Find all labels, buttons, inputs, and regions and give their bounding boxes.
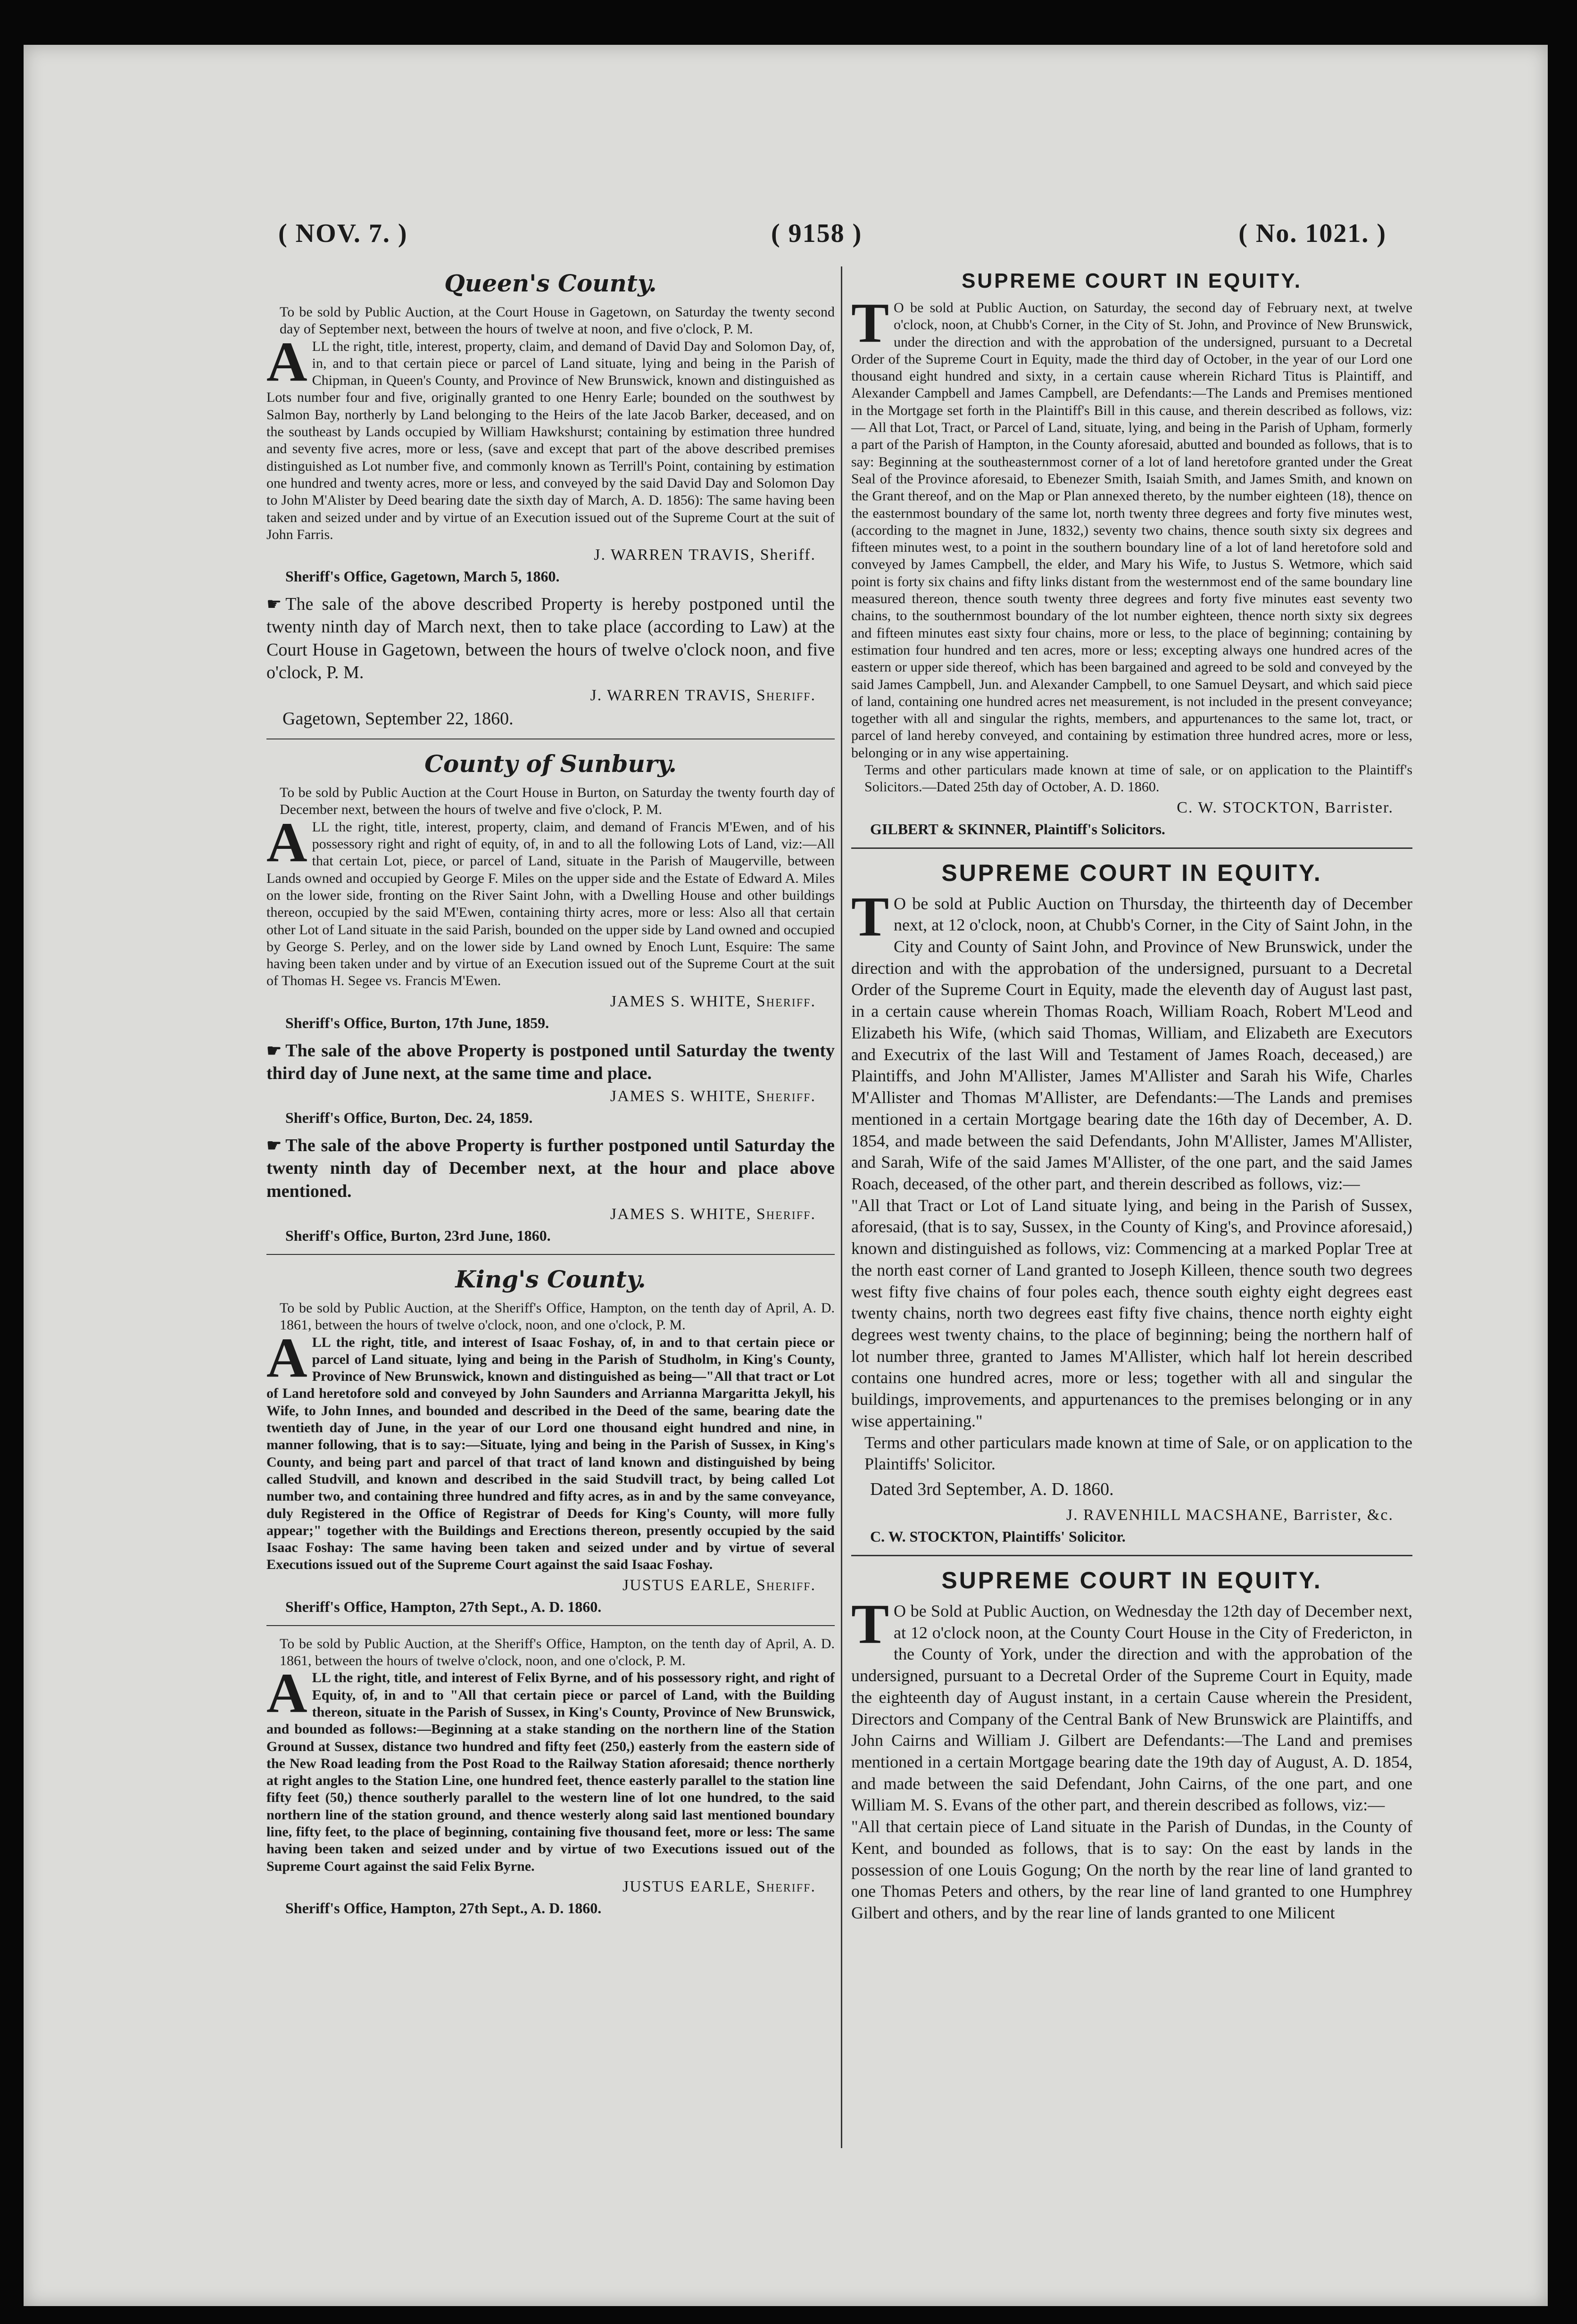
sheriff-signature: JUSTUS EARLE, Sheriff. [622,1877,816,1895]
sheriff-signature: J. WARREN TRAVIS, Sheriff. [590,687,816,705]
section-divider [266,1625,835,1626]
notice-body: O be sold at Public Auction on Thursday, the thirteenth day of December next, at 12 o'clock, noon, at Chubb's Corner, in the City of Saint John, in the City and County of Saint John, and Province of New Brunswick, under the direction and with the approbation of the undersigned, pursuant to a Decretal Order of the Supreme Court in Equity, made the eleventh day of August last past, in a certain cause wherein Thomas Roach, William Roach, Robert M'Leod and Elizabeth his Wife, (which said Thomas, William, and Elizabeth are Executors and Executrix of the last Will and Testament of James Roach, deceased,) are Plaintiffs, and John M'Allister, James M'Allister and Sarah his Wife, Charles M'Allister and Thomas M'Allister, are Defendants:—The Lands and premises mentioned in a certain Mortgage bearing date the 16th day of December, A. D. 1854, and made between the said Defendants, John M'Allister, James M'Allister, and Sarah, Wife of the said James M'Allister, of the one part, and the said James Roach, deceased, of the other part, and therein described as follows, viz:— [851,894,1412,1193]
notice-quote: "All that Tract or Lot of Land situate lying, and being in the Parish of Sussex, aforesaid, (that is to say, Sussex, in the County of King's, and Province aforesaid,) known and distinguished as follows, viz: Commencing at a marked Poplar Tree at the north east corner of Land granted to Joseph Killeen, thence south two degrees west fifty five chains of four poles each, thence south eighty eight degrees east twenty chains, north two degrees east fifty five chains, thence north eighty eight degrees west twenty chains, to the place of beginning; being the northern half of lot number three, granted to James M'Allister, which half lot herein described contains one hundred acres, more or less; together with all and singular the buildings, improvements, and appurtenances to the premises belonging or in any wise appertaining." [851,1195,1412,1430]
notice-body: LL the right, title, and interest of Felix Byrne, and of his possessory right, and right of Equity, of, in and to "All that certain piece or parcel of Land, with the Building thereon, situate in the Parish of Sussex, in King's County, Province of New Brunswick, and bounded as follows:—Beginning at a stake standing on the northern line of the Station Ground at Sussex, distance two hundred and fifty feet (250,) easterly from the eastern side of the New Road leading from the Post Road to the Railway Station aforesaid; thence northerly at right angles to the Station Line, one hundred feet, thence easterly parallel to the station line fifty feet (50,) thence southerly parallel to the western line of lot one hundred, to the said northern line of the station ground, and thence westerly along said last mentioned boundary line, fifty feet, to the place of beginning, containing five thousand feet, more or less: The same having been taken and seized under and by virtue of two Executions issued out of the Supreme Court against the said Felix Byrne. [266,1670,835,1874]
equity-notice-2 [851,859,1412,1556]
postponement-note: The sale of the above Property is further postponed until Saturday the twenty ninth day of December next, at the hour and place above mentioned. [266,1136,835,1201]
notice-body: LL the right, title, interest, property, claim, and demand of Francis M'Ewen, and of his possessory right and right of equity, of, in and to all the following Lots of Land, viz:—All that certain Lot, piece, or parcel of Land, situate in the Parish of Maugerville, between Lands owned and occupied by George F. Miles on the upper side and the Estate of Edward A. Miles on the lower side, fronting on the River Saint John, with a Dwelling House and other buildings thereon, occupied by the said M'Ewen, containing thirty acres, more or less: Also all that certain other Lot of Land situate in the said Parish, bounded on the upper side by Land owned and occupied by George S. Perley, and on the lower side by Land owned by Enoch Lunt, Esquire: The same having been taken under and by virtue of an Execution issued out of the Supreme Court at the suit of Thomas H. Segee vs. Francis M'Ewen. [266,819,835,989]
sheriff-signature: J. WARREN TRAVIS, Sheriff. [594,546,816,564]
barrister-signature: C. W. STOCKTON, Barrister. [1177,798,1394,816]
drop-cap: T [851,291,889,354]
kings-county-notice [266,1265,835,1917]
notice-body: LL the right, title, and interest of Isaac Foshay, of, in and to that certain piece or parcel of Land situate, lying and being in the Parish of Studholm, in King's County, Province of New Brunswick, known and distinguished as being—"All that tract or Lot of Land heretofore sold and conveyed by John Saunders and Arrianna Margaritta Jekyll, his Wife, to John Innes, and bounded and described in the Deed of the same, bearing date the twentieth day of June, in the year of our Lord one thousand eight hundred and nine, in manner following, that is to say:—Situate, lying and being in the Parish of Sussex, in King's County, and being part and parcel of that tract of land known and distinguished by being called Studvill, and known and described in the said Studvill tract, by being called Lot number two, and containing three hundred and fifty acres, as in and by the same conveyance, duly Registered in the Office of Registrar of Deeds for King's County, will more fully appear;" together with the Buildings and Erections thereon, presently occupied by the said Isaac Foshay: The same having been taken and seized under and by virtue of several Executions issued out of the Supreme Court against the said Isaac Foshay. [266,1334,835,1573]
right-column [851,266,1412,1934]
notice-dated: Dated 3rd September, A. D. 1860. [870,1479,1114,1500]
issue-date: ( NOV. 7. ) [278,219,408,248]
sheriff-signature: JUSTUS EARLE, Sheriff. [622,1576,816,1594]
sheriff-signature: JAMES S. WHITE, Sheriff. [610,1087,816,1105]
barrister-signature: J. RAVENHILL MACSHANE, Barrister, &c. [1066,1506,1394,1524]
section-divider [851,1555,1412,1556]
notice-dated: Sheriff's Office, Hampton, 27th Sept., A. D. 1860. [285,1899,602,1917]
pointing-hand-icon: ☛ [266,1136,282,1155]
notice-body: O be sold at Public Auction, on Saturday, the second day of February next, at twelve o'clock, noon, at Chubb's Corner, in the City of St. John, and Province of New Brunswick, under the direction and with the approbation of the undersigned, pursuant to a Decretal Order of the Supreme Court in Equity, made the third day of October, in the year of our Lord one thousand eight hundred and sixty, in a certain cause wherein Richard Titus is Plaintiff, and Alexander Campbell and James Campbell, are Defendants:—The Lands and Premises mentioned in the Mortgage set forth in the Plaintiff's Bill in this cause, and therein described as follows, viz:— All that Lot, Tract, or Parcel of Land, situate, lying, and being in the Parish of Upham, formerly a part of the Parish of Hampton, in the County aforesaid, abutted and bounded as follows, that is to say: Beginning at the southeasternmost corner of a lot of land heretofore granted under the Great Seal of the Province aforesaid, to Ebenezer Smith, Isaiah Smith, and James Smith, and known on the Grant thereof, and on the Map or Plan annexed thereto, by the number eighteen (18), thence on the easternmost boundary of the same lot, north twenty three degrees and forty five minutes west, (according to the magnet in June, 1832,) seventy two chains, thence south sixty six degrees and fifteen minutes west, to a point in the southern boundary line of a lot of land heretofore sold and conveyed by James Campbell, the elder, and Mary his Wife, to Justus S. Wetmore, which said point is forty six chains and fifty links distant from the westernmost end of the same boundary line measured thereon, thence south twenty three degrees and forty five minutes east seventy two chains, to the southernmost boundary of the lot number eighteen, thence north sixty six degrees and fifteen minutes east sixty four chains, more or less, to the place of beginning; containing by estimation four hundred and ten acres, more or less; excepting always one hundred acres of the eastern or upper side thereof, which has been bargained and agreed to be sold and conveyed by the said James Campbell, Jun. and Alexander Campbell, to one Samuel Deysart, and which said piece of land, containing one hundred acres net measurement, is not included in the present conveyance; together with all and singular the rights, members, and appurtenances to the same lot, tract, or parcel of land hereby conveyed, and containing by estimation three hundred acres, more or less, belonging or in any wise appertaining. [851,300,1412,761]
section-title: SUPREME COURT IN EQUITY. [941,859,1322,886]
section-divider [266,1254,835,1255]
notice-dated: Sheriff's Office, Burton, 17th June, 1859. [285,1014,549,1031]
equity-notice-3 [851,1567,1412,1924]
notice-terms: Terms and other particulars made known at time of sale, or on application to the Plaintiff's Solicitors.—Dated 25th day of October, A. D. 1860. [864,762,1412,795]
notice-intro: To be sold by Public Auction, at the Court House in Gagetown, on Saturday the twenty second day of September next, between the hours of twelve at noon, and five o'clock, P. M. [280,304,835,337]
left-column [266,266,835,1927]
drop-cap: A [266,810,307,873]
notice-intro: To be sold by Public Auction, at the Sheriff's Office, Hampton, on the tenth day of April, A. D. 1861, between the hours of twelve o'clock, noon, and one o'clock, P. M. [280,1635,835,1669]
section-title: Queen's County. [444,269,657,297]
sunbury-county-notice [266,750,835,1255]
postponement-note: The sale of the above described Property is hereby postponed until the twenty ninth day of March next, then to take place (according to Law) at the Court House in Gagetown, between the hours of twelve o'clock noon, and five o'clock, P. M. [266,594,835,682]
postponement-note: The sale of the above Property is postponed until Saturday the twenty third day of June next, at the same time and place. [266,1040,835,1083]
sheriff-signature: JAMES S. WHITE, Sheriff. [610,992,816,1010]
notice-dated: Gagetown, September 22, 1860. [282,709,514,729]
notice-body: LL the right, title, interest, property, claim, and demand of David Day and Solomon Day, of, in, and to that certain piece or parcel of Land situate, lying and being in the Parish of Chipman, in Queen's County, and Province of New Brunswick, known and distinguished as Lots number four and five, originally granted to one Henry Earle; bounded on the southwest by Salmon Bay, northerly by Land belonging to the Heirs of the late Jacob Barker, deceased, and on the southeast by Lands occupied by William Hawkshurst; containing by estimation three hundred and seventy five acres, more or less, (save and except that part of the above described premises distinguished as Lot number five, and commonly known as Terrill's Point, containing by estimation one hundred and twenty acres, more or less, and conveyed by the said David Day and Solomon Day to John M'Alister by Deed bearing date the sixth day of March, A. D. 1856): The same having been taken and seized under and by virtue of an Execution issued out of the Supreme Court at the suit of John Farris. [266,338,835,542]
solicitors: GILBERT & SKINNER, Plaintiff's Solicitors. [870,820,1165,838]
notice-dated: Sheriff's Office, Gagetown, March 5, 1860. [285,568,560,585]
notice-dated: Sheriff's Office, Burton, Dec. 24, 1859. [285,1109,533,1127]
notice-quote: "All that certain piece of Land situate in the Parish of Dundas, in the County of Kent, and bounded as follows, that is to say: On the east by lands in the possession of one Louis Gogung; On the north by the rear line of land granted to one Thomas Peters and others, by the rear line of land granted to one Humphrey Gilbert and others, and by the rear line of lands granted to one Milicent [851,1817,1412,1923]
equity-notice-1 [851,269,1412,849]
section-title: King's County. [455,1265,646,1293]
newspaper-page [24,45,1548,2306]
queens-county-notice [266,269,835,739]
drop-cap: T [851,885,889,948]
section-title: SUPREME COURT IN EQUITY. [941,1567,1322,1594]
drop-cap: A [266,1326,307,1389]
page-number: ( 9158 ) [771,219,863,248]
notice-intro: To be sold by Public Auction, at the Sheriff's Office, Hampton, on the tenth day of April, A. D. 1861, between the hours of twelve o'clock, noon, and one o'clock, P. M. [280,1300,835,1333]
sheriff-signature: JAMES S. WHITE, Sheriff. [610,1205,816,1223]
page-header [259,218,1386,256]
pointing-hand-icon: ☛ [266,1041,282,1060]
section-divider [851,847,1412,849]
drop-cap: A [266,330,307,393]
solicitors: C. W. STOCKTON, Plaintiffs' Solicitor. [870,1528,1126,1545]
section-title: SUPREME COURT IN EQUITY. [962,269,1302,292]
notice-dated: Sheriff's Office, Burton, 23rd June, 1860. [285,1227,551,1244]
notice-body: O be Sold at Public Auction, on Wednesday the 12th day of December next, at 12 o'clock noon, at the County Court House in the City of Fredericton, in the County of York, under the direction and with the approbation of the undersigned, pursuant to a Decretal Order of the Supreme Court in Equity, made the eighteenth day of August instant, in a certain Cause wherein the President, Directors and Company of the Central Bank of New Brunswick are Plaintiffs, and John Cairns and William J. Gilbert are Defendants:—The Land and premises mentioned in a certain Mortgage bearing date the 19th day of August, A. D. 1854, and made between the said Defendant, John Cairns, of the one part, and one William M. S. Evans of the other part, and therein described as follows, viz:— [851,1602,1412,1815]
column-divider [841,266,842,2148]
pointing-hand-icon: ☛ [266,595,282,614]
notice-terms: Terms and other particulars made known at time of Sale, or on application to the Plaintiffs' Solicitor. [864,1433,1412,1474]
drop-cap: T [851,1593,889,1656]
notice-dated: Sheriff's Office, Hampton, 27th Sept., A. D. 1860. [285,1598,602,1615]
notice-intro: To be sold by Public Auction at the Court House in Burton, on Saturday the twenty fourth day of December next, between the hours of twelve and five o'clock, P. M. [280,785,835,818]
drop-cap: A [266,1661,307,1725]
section-title: County of Sunbury. [424,750,677,778]
issue-number: ( No. 1021. ) [1238,219,1386,248]
